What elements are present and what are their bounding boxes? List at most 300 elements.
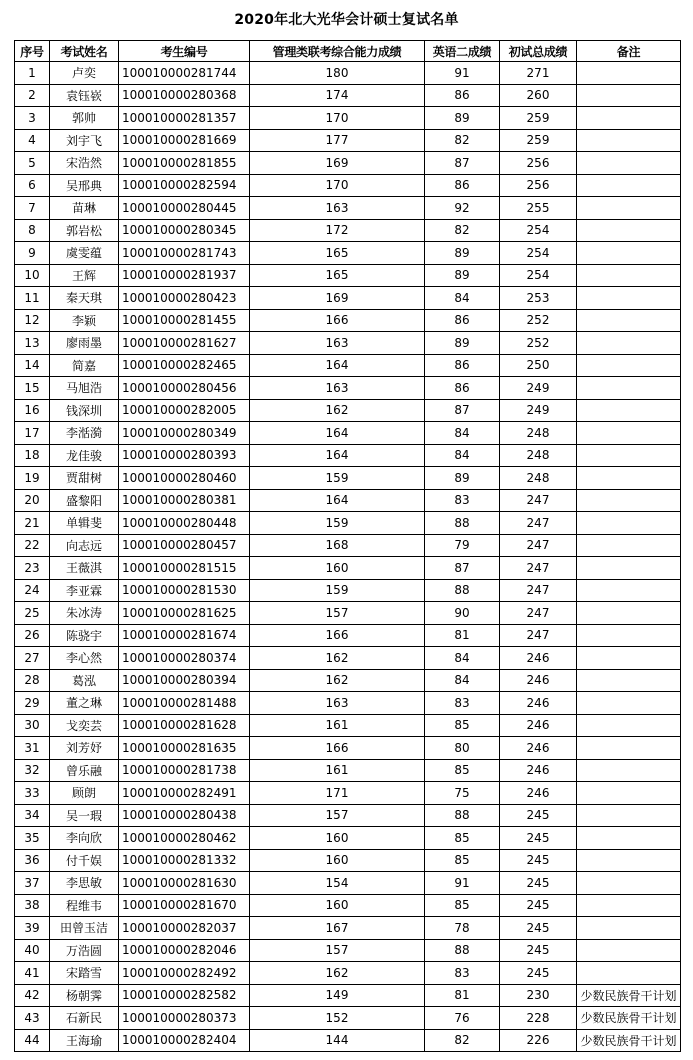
- cell-remark: [577, 309, 681, 332]
- cell-name: 王海瑜: [50, 1029, 119, 1052]
- cell-english-score: 82: [425, 1029, 500, 1052]
- cell-total-score: 259: [500, 107, 577, 130]
- cell-total-score: 246: [500, 692, 577, 715]
- cell-english-score: 84: [425, 647, 500, 670]
- cell-management-score: 170: [250, 107, 425, 130]
- cell-exam-id: 100010000281488: [119, 692, 250, 715]
- cell-remark: [577, 107, 681, 130]
- cell-management-score: 172: [250, 219, 425, 242]
- cell-exam-id: 100010000282492: [119, 962, 250, 985]
- cell-index: 39: [15, 917, 50, 940]
- cell-total-score: 226: [500, 1029, 577, 1052]
- cell-remark: [577, 467, 681, 490]
- cell-index: 5: [15, 152, 50, 175]
- cell-management-score: 162: [250, 399, 425, 422]
- cell-exam-id: 100010000281635: [119, 737, 250, 760]
- cell-exam-id: 100010000282491: [119, 782, 250, 805]
- cell-english-score: 86: [425, 377, 500, 400]
- table-row: [15, 422, 681, 445]
- cell-english-score: 87: [425, 399, 500, 422]
- cell-exam-id: 100010000280373: [119, 1007, 250, 1030]
- cell-total-score: 260: [500, 84, 577, 107]
- cell-remark: [577, 759, 681, 782]
- cell-management-score: 161: [250, 759, 425, 782]
- cell-english-score: 78: [425, 917, 500, 940]
- cell-index: 22: [15, 534, 50, 557]
- cell-remark: [577, 264, 681, 287]
- cell-total-score: 246: [500, 647, 577, 670]
- table-row: [15, 872, 681, 895]
- cell-english-score: 80: [425, 737, 500, 760]
- cell-index: 16: [15, 399, 50, 422]
- cell-remark: [577, 917, 681, 940]
- cell-total-score: 247: [500, 534, 577, 557]
- cell-total-score: 245: [500, 939, 577, 962]
- cell-exam-id: 100010000281670: [119, 894, 250, 917]
- cell-remark: [577, 62, 681, 85]
- table-row: [15, 62, 681, 85]
- cell-english-score: 87: [425, 557, 500, 580]
- cell-management-score: 152: [250, 1007, 425, 1030]
- cell-name: 郭帅: [50, 107, 119, 130]
- table-row: [15, 1007, 681, 1030]
- cell-management-score: 177: [250, 129, 425, 152]
- cell-name: 马旭浩: [50, 377, 119, 400]
- cell-management-score: 159: [250, 512, 425, 535]
- cell-management-score: 149: [250, 984, 425, 1007]
- cell-management-score: 180: [250, 62, 425, 85]
- cell-total-score: 246: [500, 737, 577, 760]
- cell-name: 李思敏: [50, 872, 119, 895]
- cell-total-score: 247: [500, 489, 577, 512]
- table-row: [15, 647, 681, 670]
- cell-total-score: 252: [500, 332, 577, 355]
- cell-exam-id: 100010000282046: [119, 939, 250, 962]
- cell-index: 27: [15, 647, 50, 670]
- cell-exam-id: 100010000281855: [119, 152, 250, 175]
- cell-exam-id: 100010000280368: [119, 84, 250, 107]
- table-row: [15, 152, 681, 175]
- cell-english-score: 90: [425, 602, 500, 625]
- cell-management-score: 161: [250, 714, 425, 737]
- cell-english-score: 83: [425, 489, 500, 512]
- table-row: [15, 242, 681, 265]
- cell-exam-id: 100010000280345: [119, 219, 250, 242]
- cell-name: 顾朗: [50, 782, 119, 805]
- cell-remark: [577, 84, 681, 107]
- table-row: [15, 377, 681, 400]
- cell-total-score: 248: [500, 422, 577, 445]
- cell-english-score: 87: [425, 152, 500, 175]
- cell-name: 袁钰嵚: [50, 84, 119, 107]
- cell-remark: [577, 714, 681, 737]
- cell-exam-id: 100010000280456: [119, 377, 250, 400]
- cell-exam-id: 100010000281674: [119, 624, 250, 647]
- cell-english-score: 84: [425, 669, 500, 692]
- cell-exam-id: 100010000281357: [119, 107, 250, 130]
- cell-total-score: 249: [500, 377, 577, 400]
- cell-management-score: 165: [250, 242, 425, 265]
- cell-remark: [577, 422, 681, 445]
- cell-management-score: 157: [250, 804, 425, 827]
- table-row: [15, 737, 681, 760]
- candidate-table: [14, 40, 681, 1052]
- table-row: [15, 804, 681, 827]
- cell-management-score: 154: [250, 872, 425, 895]
- table-row: [15, 174, 681, 197]
- cell-remark: [577, 557, 681, 580]
- cell-remark: [577, 354, 681, 377]
- cell-total-score: 271: [500, 62, 577, 85]
- cell-exam-id: 100010000281630: [119, 872, 250, 895]
- cell-index: 23: [15, 557, 50, 580]
- cell-exam-id: 100010000281628: [119, 714, 250, 737]
- cell-exam-id: 100010000281530: [119, 579, 250, 602]
- cell-management-score: 157: [250, 602, 425, 625]
- cell-index: 14: [15, 354, 50, 377]
- cell-name: 宋踏雪: [50, 962, 119, 985]
- cell-total-score: 252: [500, 309, 577, 332]
- table-row: [15, 917, 681, 940]
- cell-exam-id: 100010000280448: [119, 512, 250, 535]
- table-row: [15, 1029, 681, 1052]
- header-management-score: 管理类联考综合能力成绩: [250, 41, 425, 62]
- cell-management-score: 171: [250, 782, 425, 805]
- cell-total-score: 245: [500, 872, 577, 895]
- table-row: [15, 489, 681, 512]
- table-row: [15, 399, 681, 422]
- cell-name: 盛黎阳: [50, 489, 119, 512]
- cell-management-score: 163: [250, 692, 425, 715]
- cell-name: 李心然: [50, 647, 119, 670]
- header-index: 序号: [15, 41, 50, 62]
- cell-index: 28: [15, 669, 50, 692]
- cell-total-score: 254: [500, 242, 577, 265]
- cell-management-score: 162: [250, 669, 425, 692]
- cell-index: 3: [15, 107, 50, 130]
- cell-name: 董之琳: [50, 692, 119, 715]
- cell-name: 曾乐融: [50, 759, 119, 782]
- cell-index: 43: [15, 1007, 50, 1030]
- cell-name: 龙佳骏: [50, 444, 119, 467]
- table-row: [15, 107, 681, 130]
- header-exam-id: 考生编号: [119, 41, 250, 62]
- cell-total-score: 247: [500, 512, 577, 535]
- cell-exam-id: 100010000281744: [119, 62, 250, 85]
- cell-name: 戈奕芸: [50, 714, 119, 737]
- cell-index: 20: [15, 489, 50, 512]
- cell-index: 24: [15, 579, 50, 602]
- cell-total-score: 245: [500, 849, 577, 872]
- header-remark: 备注: [577, 41, 681, 62]
- cell-index: 31: [15, 737, 50, 760]
- cell-total-score: 245: [500, 894, 577, 917]
- cell-remark: [577, 242, 681, 265]
- cell-total-score: 246: [500, 782, 577, 805]
- cell-english-score: 89: [425, 467, 500, 490]
- cell-management-score: 174: [250, 84, 425, 107]
- cell-index: 2: [15, 84, 50, 107]
- cell-index: 25: [15, 602, 50, 625]
- cell-remark: 少数民族骨干计划: [577, 1007, 681, 1030]
- cell-exam-id: 100010000281625: [119, 602, 250, 625]
- cell-remark: [577, 602, 681, 625]
- cell-english-score: 92: [425, 197, 500, 220]
- cell-management-score: 169: [250, 152, 425, 175]
- cell-exam-id: 100010000280438: [119, 804, 250, 827]
- cell-remark: [577, 377, 681, 400]
- cell-remark: [577, 827, 681, 850]
- cell-name: 付千娱: [50, 849, 119, 872]
- cell-remark: [577, 152, 681, 175]
- cell-name: 王薇淇: [50, 557, 119, 580]
- cell-remark: [577, 444, 681, 467]
- cell-management-score: 164: [250, 354, 425, 377]
- cell-name: 吴邢典: [50, 174, 119, 197]
- cell-index: 8: [15, 219, 50, 242]
- cell-name: 贾甜树: [50, 467, 119, 490]
- cell-total-score: 246: [500, 759, 577, 782]
- table-row: [15, 579, 681, 602]
- cell-total-score: 247: [500, 557, 577, 580]
- cell-index: 6: [15, 174, 50, 197]
- cell-total-score: 259: [500, 129, 577, 152]
- cell-exam-id: 100010000280460: [119, 467, 250, 490]
- cell-exam-id: 100010000280457: [119, 534, 250, 557]
- cell-index: 7: [15, 197, 50, 220]
- cell-total-score: 247: [500, 624, 577, 647]
- table-row: [15, 309, 681, 332]
- cell-english-score: 85: [425, 759, 500, 782]
- cell-name: 朱冰涛: [50, 602, 119, 625]
- cell-remark: 少数民族骨干计划: [577, 984, 681, 1007]
- cell-total-score: 228: [500, 1007, 577, 1030]
- cell-exam-id: 100010000281332: [119, 849, 250, 872]
- cell-index: 29: [15, 692, 50, 715]
- cell-name: 李颖: [50, 309, 119, 332]
- cell-index: 18: [15, 444, 50, 467]
- cell-exam-id: 100010000280374: [119, 647, 250, 670]
- cell-english-score: 84: [425, 422, 500, 445]
- cell-management-score: 166: [250, 737, 425, 760]
- cell-total-score: 253: [500, 287, 577, 310]
- cell-index: 17: [15, 422, 50, 445]
- table-row: [15, 444, 681, 467]
- cell-exam-id: 100010000281743: [119, 242, 250, 265]
- cell-exam-id: 100010000280394: [119, 669, 250, 692]
- cell-management-score: 165: [250, 264, 425, 287]
- cell-management-score: 170: [250, 174, 425, 197]
- cell-english-score: 75: [425, 782, 500, 805]
- table-row: [15, 354, 681, 377]
- cell-english-score: 89: [425, 264, 500, 287]
- cell-name: 葛泓: [50, 669, 119, 692]
- cell-english-score: 85: [425, 894, 500, 917]
- cell-exam-id: 100010000281669: [119, 129, 250, 152]
- cell-english-score: 89: [425, 332, 500, 355]
- cell-management-score: 162: [250, 647, 425, 670]
- cell-exam-id: 100010000280393: [119, 444, 250, 467]
- cell-index: 33: [15, 782, 50, 805]
- cell-english-score: 83: [425, 692, 500, 715]
- header-english-score: 英语二成绩: [425, 41, 500, 62]
- cell-remark: [577, 804, 681, 827]
- cell-index: 37: [15, 872, 50, 895]
- cell-english-score: 84: [425, 287, 500, 310]
- cell-name: 李向欣: [50, 827, 119, 850]
- cell-management-score: 168: [250, 534, 425, 557]
- cell-name: 田曾玉洁: [50, 917, 119, 940]
- cell-english-score: 89: [425, 242, 500, 265]
- header-total-score: 初试总成绩: [500, 41, 577, 62]
- cell-english-score: 91: [425, 62, 500, 85]
- cell-exam-id: 100010000280349: [119, 422, 250, 445]
- cell-management-score: 163: [250, 377, 425, 400]
- cell-name: 向志远: [50, 534, 119, 557]
- cell-exam-id: 100010000281738: [119, 759, 250, 782]
- cell-management-score: 164: [250, 422, 425, 445]
- cell-index: 30: [15, 714, 50, 737]
- cell-remark: [577, 174, 681, 197]
- cell-exam-id: 100010000281627: [119, 332, 250, 355]
- cell-index: 11: [15, 287, 50, 310]
- cell-remark: [577, 332, 681, 355]
- cell-total-score: 254: [500, 219, 577, 242]
- cell-remark: [577, 692, 681, 715]
- cell-name: 宋浩然: [50, 152, 119, 175]
- cell-name: 郭岩松: [50, 219, 119, 242]
- cell-total-score: 256: [500, 174, 577, 197]
- cell-remark: [577, 624, 681, 647]
- cell-remark: [577, 219, 681, 242]
- cell-remark: 少数民族骨干计划: [577, 1029, 681, 1052]
- cell-english-score: 91: [425, 872, 500, 895]
- cell-exam-id: 100010000282037: [119, 917, 250, 940]
- table-row: [15, 84, 681, 107]
- table-row: [15, 332, 681, 355]
- cell-name: 王辉: [50, 264, 119, 287]
- cell-english-score: 86: [425, 354, 500, 377]
- cell-remark: [577, 399, 681, 422]
- table-row: [15, 467, 681, 490]
- cell-remark: [577, 129, 681, 152]
- cell-total-score: 249: [500, 399, 577, 422]
- cell-management-score: 159: [250, 467, 425, 490]
- cell-management-score: 160: [250, 849, 425, 872]
- cell-english-score: 89: [425, 107, 500, 130]
- cell-index: 10: [15, 264, 50, 287]
- cell-index: 34: [15, 804, 50, 827]
- cell-management-score: 160: [250, 894, 425, 917]
- cell-name: 李亚霖: [50, 579, 119, 602]
- table-row: [15, 669, 681, 692]
- cell-total-score: 254: [500, 264, 577, 287]
- cell-english-score: 76: [425, 1007, 500, 1030]
- cell-total-score: 246: [500, 714, 577, 737]
- cell-management-score: 164: [250, 444, 425, 467]
- cell-name: 陈骁宇: [50, 624, 119, 647]
- cell-english-score: 88: [425, 939, 500, 962]
- cell-exam-id: 100010000280462: [119, 827, 250, 850]
- cell-management-score: 163: [250, 332, 425, 355]
- cell-english-score: 88: [425, 804, 500, 827]
- cell-index: 19: [15, 467, 50, 490]
- cell-english-score: 82: [425, 129, 500, 152]
- cell-management-score: 163: [250, 197, 425, 220]
- cell-total-score: 247: [500, 579, 577, 602]
- cell-name: 刘宇飞: [50, 129, 119, 152]
- cell-name: 程维韦: [50, 894, 119, 917]
- page-title: 2020年北大光华会计硕士复试名单: [234, 12, 459, 28]
- cell-english-score: 86: [425, 174, 500, 197]
- cell-english-score: 81: [425, 624, 500, 647]
- cell-name: 刘芳妤: [50, 737, 119, 760]
- cell-remark: [577, 939, 681, 962]
- cell-remark: [577, 534, 681, 557]
- cell-index: 4: [15, 129, 50, 152]
- cell-name: 万浩圆: [50, 939, 119, 962]
- table-row: [15, 557, 681, 580]
- cell-exam-id: 100010000280381: [119, 489, 250, 512]
- table-row: [15, 759, 681, 782]
- table-row: [15, 984, 681, 1007]
- cell-name: 钱深圳: [50, 399, 119, 422]
- cell-english-score: 79: [425, 534, 500, 557]
- table-row: [15, 692, 681, 715]
- cell-remark: [577, 489, 681, 512]
- cell-remark: [577, 849, 681, 872]
- cell-remark: [577, 669, 681, 692]
- cell-name: 苗琳: [50, 197, 119, 220]
- cell-total-score: 250: [500, 354, 577, 377]
- table-row: [15, 714, 681, 737]
- cell-remark: [577, 197, 681, 220]
- cell-management-score: 160: [250, 827, 425, 850]
- cell-remark: [577, 647, 681, 670]
- cell-management-score: 169: [250, 287, 425, 310]
- cell-index: 13: [15, 332, 50, 355]
- table-row: [15, 894, 681, 917]
- cell-english-score: 86: [425, 84, 500, 107]
- cell-total-score: 248: [500, 444, 577, 467]
- table-row: [15, 129, 681, 152]
- table-row: [15, 782, 681, 805]
- cell-english-score: 88: [425, 579, 500, 602]
- cell-total-score: 255: [500, 197, 577, 220]
- cell-total-score: 245: [500, 804, 577, 827]
- table-row: [15, 827, 681, 850]
- cell-remark: [577, 287, 681, 310]
- cell-name: 秦天琪: [50, 287, 119, 310]
- cell-remark: [577, 512, 681, 535]
- cell-english-score: 84: [425, 444, 500, 467]
- cell-index: 41: [15, 962, 50, 985]
- cell-exam-id: 100010000282465: [119, 354, 250, 377]
- cell-remark: [577, 782, 681, 805]
- cell-total-score: 256: [500, 152, 577, 175]
- cell-management-score: 144: [250, 1029, 425, 1052]
- cell-management-score: 166: [250, 624, 425, 647]
- header-row: [15, 41, 681, 62]
- cell-index: 26: [15, 624, 50, 647]
- cell-english-score: 85: [425, 849, 500, 872]
- cell-index: 36: [15, 849, 50, 872]
- cell-remark: [577, 872, 681, 895]
- cell-exam-id: 100010000281455: [119, 309, 250, 332]
- cell-remark: [577, 737, 681, 760]
- cell-index: 35: [15, 827, 50, 850]
- cell-index: 9: [15, 242, 50, 265]
